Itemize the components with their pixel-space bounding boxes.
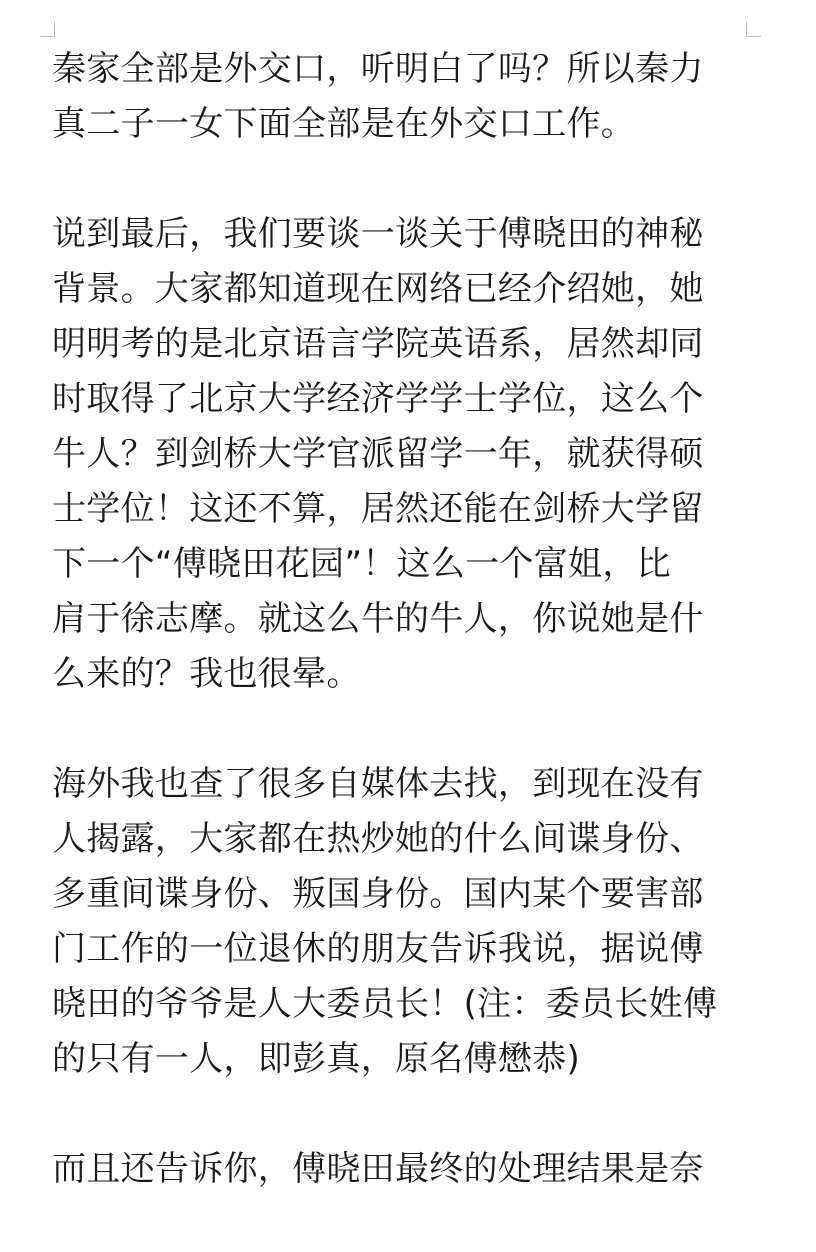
- paragraph-1: [52, 42, 752, 152]
- page-margin-corner-top-left: [40, 22, 55, 37]
- text-line: 海外我也查了很多自媒体去找，到现在没有: [52, 764, 704, 804]
- text-line: 而且还告诉你，傅晓田最终的处理结果是奈: [52, 1149, 704, 1189]
- paragraph-4: [52, 1142, 752, 1197]
- text-line: 么来的？我也很晕。: [52, 654, 361, 694]
- text-line: 肩于徐志摩。就这么牛的牛人，你说她是什: [52, 599, 704, 639]
- text-line: 时取得了北京大学经济学学士学位，这么个: [52, 379, 704, 419]
- paragraph-2: [52, 207, 752, 702]
- text-line: 说到最后，我们要谈一谈关于傅晓田的神秘: [52, 214, 704, 254]
- text-line: 多重间谍身份、叛国身份。国内某个要害部: [52, 874, 704, 914]
- text-line: 明明考的是北京语言学院英语系，居然却同: [52, 324, 704, 364]
- page-margin-corner-top-right: [746, 22, 761, 37]
- text-line: 晓田的爷爷是人大委员长！(注：委员长姓傅: [52, 984, 718, 1024]
- text-line: 牛人？到剑桥大学官派留学一年，就获得硕: [52, 434, 704, 474]
- paragraph-3: [52, 757, 752, 1087]
- text-line: 的只有一人，即彭真，原名傅懋恭): [52, 1039, 581, 1079]
- text-line: 士学位！这还不算，居然还能在剑桥大学留: [52, 489, 704, 529]
- text-line: 下一个“傅晓田花园”！这么一个富姐，比: [52, 544, 671, 584]
- text-line: 背景。大家都知道现在网络已经介绍她，她: [52, 269, 704, 309]
- document-body: [52, 42, 752, 1252]
- text-line: 秦家全部是外交口，听明白了吗？所以秦力: [52, 49, 704, 89]
- text-line: 真二子一女下面全部是在外交口工作。: [52, 104, 636, 144]
- text-line: 人揭露，大家都在热炒她的什么间谍身份、: [52, 819, 704, 859]
- text-line: 门工作的一位退休的朋友告诉我说，据说傅: [52, 929, 704, 969]
